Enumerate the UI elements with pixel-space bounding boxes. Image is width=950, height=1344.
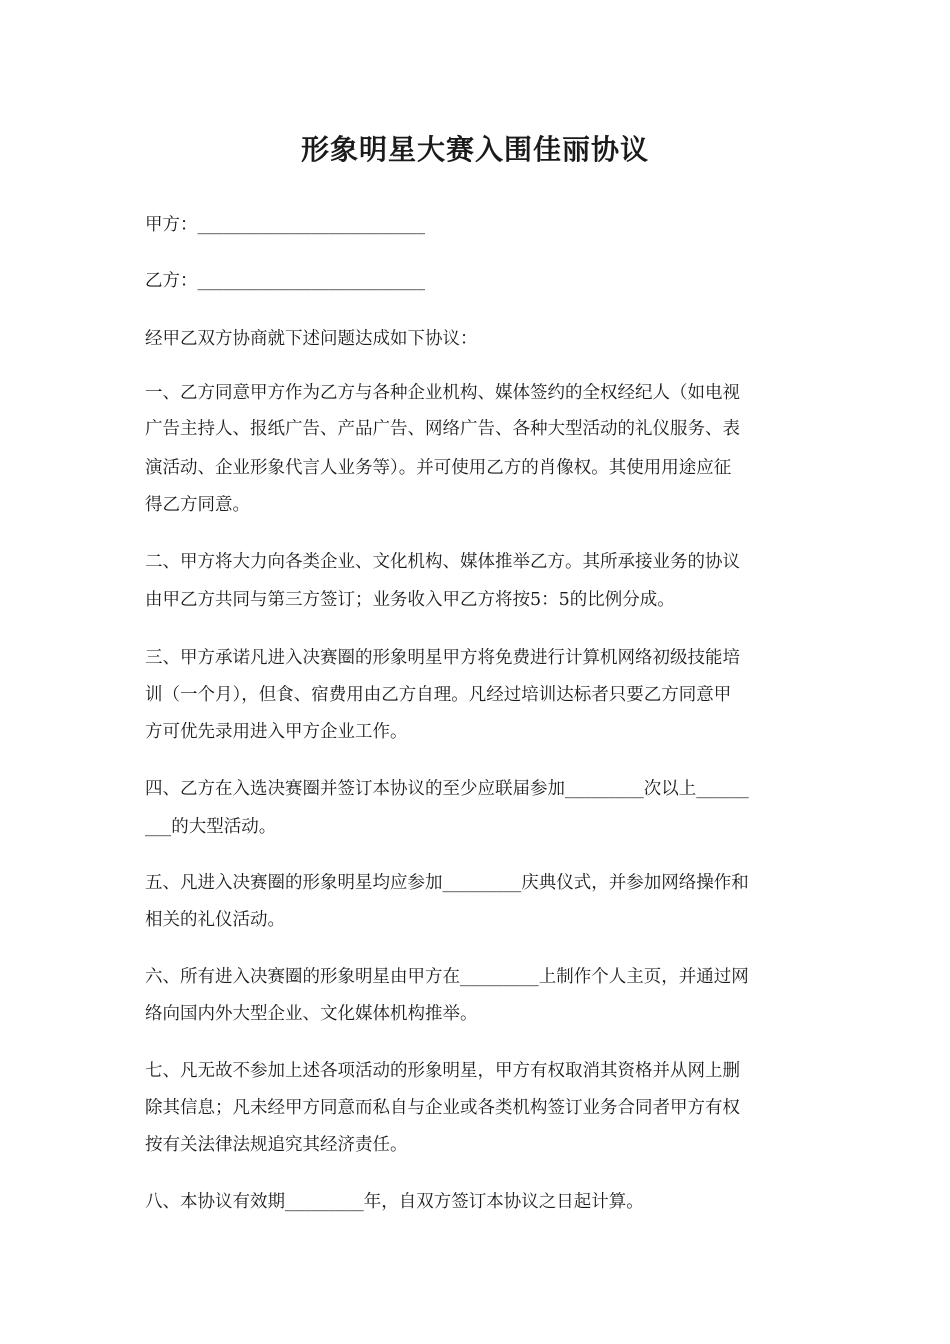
clause-7-line: 除其信息；凡未经甲方同意而私自与企业或各类机构签订业务合同者甲方有权 xyxy=(145,1098,740,1118)
clause-3-line: 方可优先录用进入甲方企业工作。 xyxy=(145,722,408,742)
clause-2-line: 二、甲方将大力向各类企业、文化机构、媒体推举乙方。其所承接业务的协议 xyxy=(145,552,740,572)
clause-7-line: 七、凡无故不参加上述各项活动的形象明星，甲方有权取消其资格并从网上删 xyxy=(145,1061,740,1081)
clause-5-line: 五、凡进入决赛圈的形象明星均应参加_________庆典仪式，并参加网络操作和 xyxy=(145,873,749,893)
clause-1-line: 一、乙方同意甲方作为乙方与各种企业机构、媒体签约的全权经纪人（如电视 xyxy=(145,383,740,403)
clause-1-line: 得乙方同意。 xyxy=(145,495,250,515)
clause-7-line: 按有关法律法规追究其经济责任。 xyxy=(145,1135,408,1155)
clause-4-line: 四、乙方在入选决赛圈并签订本协议的至少应联届参加_________次以上______ xyxy=(145,779,749,799)
intro-line: 经甲乙双方协商就下述问题达成如下协议： xyxy=(145,329,478,349)
clause-8-line: 八、本协议有效期_________年，自双方签订本协议之日起计算。 xyxy=(145,1192,644,1212)
clause-6-line: 络向国内外大型企业、文化媒体机构推举。 xyxy=(145,1004,478,1024)
clause-1-line: 演活动、企业形象代言人业务等）。并可使用乙方的肖像权。其使用用途应征 xyxy=(145,458,732,478)
clause-3-line: 三、甲方承诺凡进入决赛圈的形象明星甲方将免费进行计算机网络初级技能培 xyxy=(145,648,740,668)
clause-2-line: 由甲乙方共同与第三方签订；业务收入甲乙方将按5：5的比例分成。 xyxy=(145,590,675,610)
clause-3-line: 训（一个月），但食、宿费用由乙方自理。凡经过培训达标者只要乙方同意甲 xyxy=(145,685,732,705)
party-b-line: 乙方：__________________________ xyxy=(145,271,425,291)
clause-4-line: ___的大型活动。 xyxy=(145,817,277,837)
clause-5-line: 相关的礼仪活动。 xyxy=(145,910,285,930)
clause-1-line: 广告主持人、报纸广告、产品广告、网络广告、各种大型活动的礼仪服务、表 xyxy=(145,419,740,439)
party-a-line: 甲方：__________________________ xyxy=(145,215,425,235)
document-title: 形象明星大赛入围佳丽协议 xyxy=(300,133,649,166)
clause-6-line: 六、所有进入决赛圈的形象明星由甲方在_________上制作个人主页，并通过网 xyxy=(145,967,749,987)
